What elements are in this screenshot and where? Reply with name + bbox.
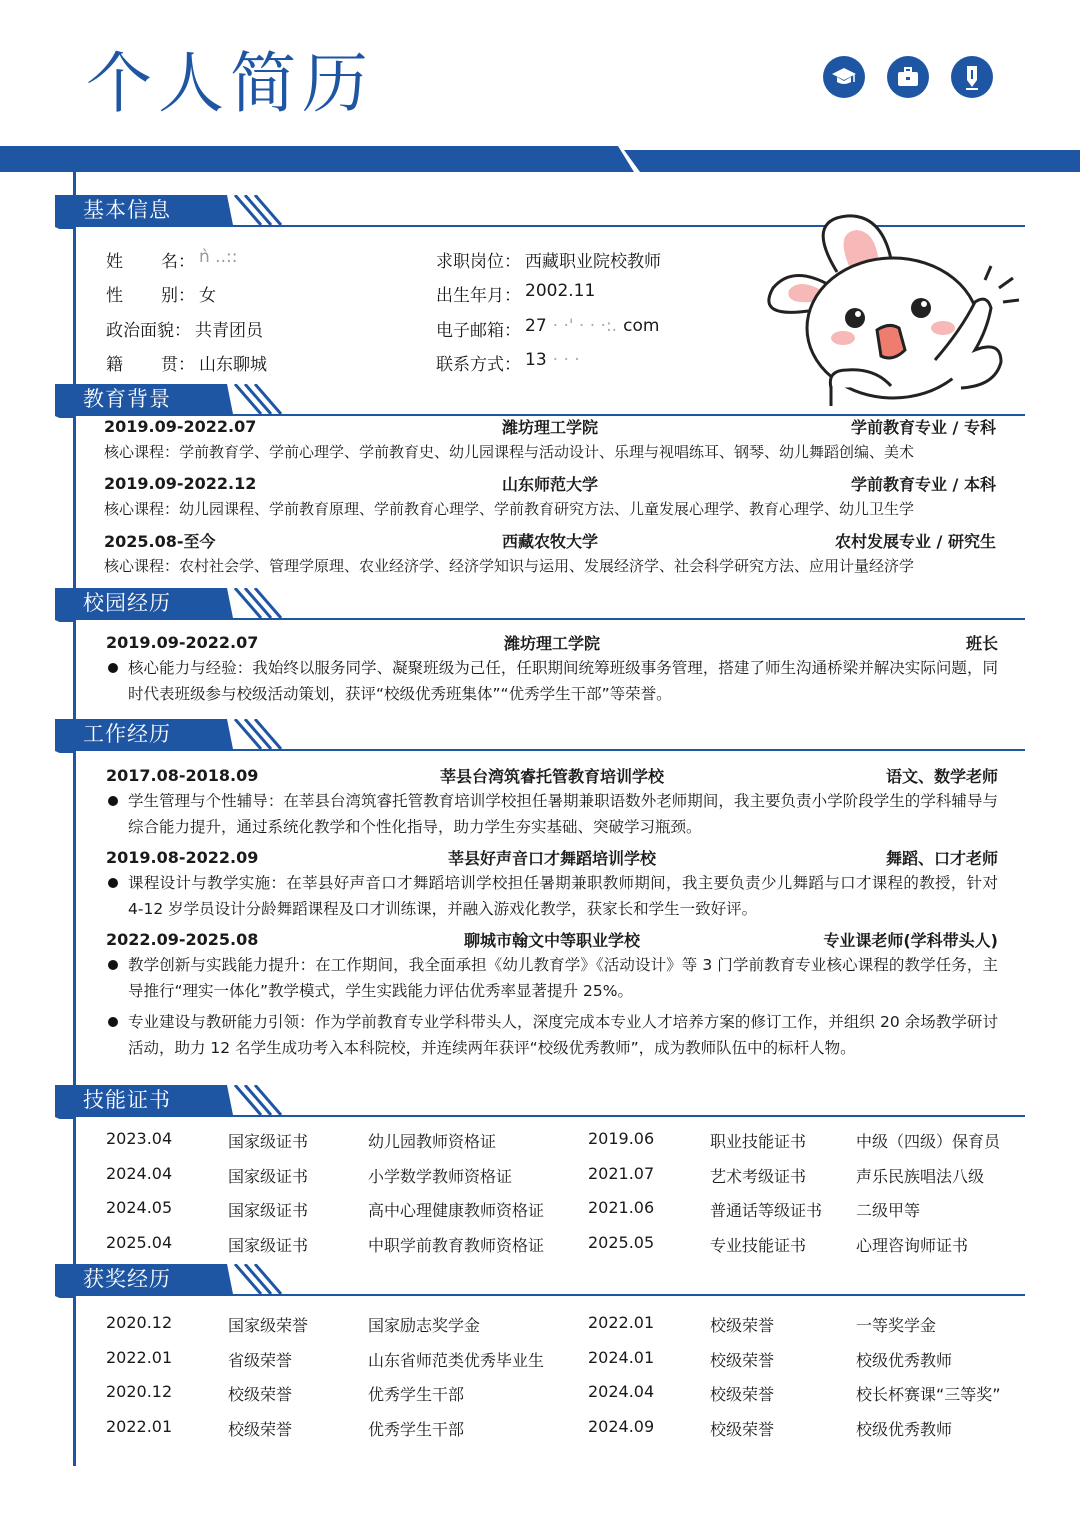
cell: 校级荣誉 bbox=[228, 1385, 293, 1405]
section-title: 基本信息 bbox=[83, 198, 171, 222]
label-char: 名 bbox=[161, 251, 178, 272]
edu-major: 学前教育专业 / 专科 bbox=[850, 417, 996, 437]
award-row bbox=[106, 1411, 1006, 1446]
campus-role: 班长 bbox=[965, 633, 998, 653]
email-suffix: com bbox=[623, 315, 660, 336]
cell: 2024.05 bbox=[106, 1198, 173, 1218]
campus-date: 2019.09-2022.07 bbox=[106, 632, 259, 652]
section-header-work bbox=[55, 719, 1025, 753]
edu-major: 学前教育专业 / 本科 bbox=[850, 474, 996, 494]
name-value: ǹ ..:: bbox=[199, 246, 238, 267]
cell: 一等奖学金 bbox=[856, 1316, 937, 1335]
cell: 国家级证书 bbox=[228, 1236, 309, 1256]
award-row bbox=[106, 1342, 1006, 1377]
header-icons bbox=[823, 56, 993, 98]
skills-table bbox=[106, 1123, 1006, 1262]
edu-major: 农村发展专业 / 研究生 bbox=[834, 531, 996, 551]
job-label: 求职岗位 bbox=[436, 251, 504, 272]
cell: 心理咨询师证书 bbox=[856, 1236, 969, 1256]
section-header-campus bbox=[55, 588, 1025, 622]
section-title: 技能证书 bbox=[83, 1088, 171, 1112]
work-date: 2017.08-2018.09 bbox=[106, 765, 259, 785]
cell: 声乐民族唱法八级 bbox=[856, 1166, 985, 1186]
birth-label: 出生年月 bbox=[436, 286, 504, 307]
skill-row bbox=[106, 1123, 1006, 1158]
cell: 优秀学生干部 bbox=[368, 1420, 465, 1440]
edu-courses: 核心课程：学前教育学、学前心理学、学前教育史、幼儿园课程与活动设计、乐理与视唱练耳、钢琴、幼儿舞蹈创编、美术 bbox=[104, 443, 915, 461]
work-role: 专业课老师(学科带头人) bbox=[823, 930, 998, 950]
cell: 普通话等级证书 bbox=[710, 1201, 823, 1221]
politics-value: 共青团员 bbox=[195, 320, 263, 341]
cell: 校长杯赛课“三等奖” bbox=[856, 1385, 1001, 1405]
education-list bbox=[104, 413, 996, 579]
education-entry bbox=[104, 527, 996, 579]
award-row bbox=[106, 1307, 1006, 1342]
cell: 校级荣誉 bbox=[710, 1385, 775, 1405]
pen-icon bbox=[951, 56, 993, 98]
cell: 国家励志奖学金 bbox=[368, 1316, 481, 1335]
section-title: 工作经历 bbox=[83, 722, 171, 746]
cell: 中职学前教育教师资格证 bbox=[368, 1236, 545, 1256]
work-bullet: 课程设计与教学实施：在莘县好声音口才舞蹈培训学校担任暑期兼职教师期间，我主要负责少儿舞蹈与口才课程的教授，针对 4-12 岁学员设计分龄舞蹈课程及口才训练课，并融入游戏化教学，获家长和学生一致好评。 bbox=[106, 870, 998, 922]
bunny-mascot-illustration bbox=[765, 210, 1025, 406]
cell: 2025.04 bbox=[106, 1233, 173, 1253]
cell: 高中心理健康教师资格证 bbox=[368, 1201, 545, 1221]
work-entry bbox=[106, 762, 998, 840]
awards-table bbox=[106, 1307, 1006, 1446]
job-value: 西藏职业院校教师 bbox=[525, 251, 661, 272]
work-date: 2019.08-2022.09 bbox=[106, 847, 259, 867]
edu-courses: 核心课程：幼儿园课程、学前教育原理、学前教育心理学、学前教育研究方法、儿童发展心理学、教育心理学、幼儿卫生学 bbox=[104, 500, 915, 518]
education-entry bbox=[104, 413, 996, 465]
cell: 2020.12 bbox=[106, 1382, 173, 1402]
section-title: 校园经历 bbox=[83, 591, 171, 615]
work-org: 莘县台湾筑睿托管教育培训学校 bbox=[439, 766, 664, 786]
cell: 2024.04 bbox=[588, 1382, 655, 1402]
work-entry bbox=[106, 844, 998, 922]
work-bullet: 专业建设与教研能力引领：作为学前教育专业学科带头人，深度完成本专业人才培养方案的修订工作，并组织 20 余场教学研讨活动，助力 12 名学生成功考入本科院校，并连续两年获评“校级优秀教师”，成为教师队伍中的标杆人物。 bbox=[106, 1009, 998, 1061]
cell: 山东省师范类优秀毕业生 bbox=[368, 1350, 545, 1370]
cell: 2025.05 bbox=[588, 1233, 655, 1253]
cell: 幼儿园教师资格证 bbox=[368, 1132, 497, 1151]
origin-value: 山东聊城 bbox=[199, 355, 267, 376]
label-char: 籍 bbox=[106, 355, 123, 376]
cell: 国家级荣誉 bbox=[228, 1316, 309, 1335]
work-bullet: 学生管理与个性辅导：在莘县台湾筑睿托管教育培训学校担任暑期兼职语数外老师期间，我主要负责小学阶段学生的学科辅导与综合能力提升，通过系统化教学和个性化指导，助力学生夯实基础、突破学习瓶颈。 bbox=[106, 788, 998, 840]
edu-date: 2025.08-至今 bbox=[104, 531, 216, 551]
campus-school: 潍坊理工学院 bbox=[503, 633, 600, 653]
section-header-awards bbox=[55, 1264, 1025, 1298]
label-char: 姓 bbox=[106, 251, 123, 272]
cell: 校级荣誉 bbox=[710, 1350, 775, 1370]
edu-school: 山东师范大学 bbox=[501, 474, 598, 494]
cell: 2022.01 bbox=[106, 1347, 173, 1367]
cell: 职业技能证书 bbox=[710, 1132, 807, 1151]
campus-list bbox=[106, 629, 998, 707]
cell: 2020.12 bbox=[106, 1313, 173, 1332]
work-bullet: 教学创新与实践能力提升：在工作期间，我全面承担《幼儿教育学》《活动设计》等 3 门学前教育专业核心课程的教学任务，主导推行“理实一体化”教学模式，学生实践能力评估优秀率显著提升 25%。 bbox=[106, 952, 998, 1004]
work-list bbox=[106, 762, 998, 1061]
cell: 2024.01 bbox=[588, 1347, 655, 1367]
cell: 校级荣誉 bbox=[710, 1420, 775, 1440]
edu-courses: 核心课程：农村社会学、管理学原理、农业经济学、经济学知识与运用、发展经济学、社会科学研究方法、应用计量经济学 bbox=[104, 557, 915, 575]
cell: 2022.01 bbox=[588, 1313, 655, 1332]
section-title: 获奖经历 bbox=[83, 1267, 171, 1291]
birth-value: 2002.11 bbox=[525, 281, 596, 302]
work-role: 舞蹈、口才老师 bbox=[885, 848, 998, 868]
section-title: 教育背景 bbox=[83, 387, 171, 411]
cell: 校级荣誉 bbox=[228, 1420, 293, 1440]
work-org: 莘县好声音口才舞蹈培训学校 bbox=[447, 848, 656, 868]
cell: 2021.06 bbox=[588, 1198, 655, 1218]
campus-bullet: 核心能力与经验：我始终以服务同学、凝聚班级为己任，任职期间统筹班级事务管理，搭建了师生沟通桥梁并解决实际问题，同时代表班级参与校级活动策划，获评“校级优秀班集体”“优秀学生干部”等荣誉。 bbox=[106, 655, 998, 707]
cell: 2019.06 bbox=[588, 1129, 655, 1148]
graduation-cap-icon bbox=[823, 56, 865, 98]
cell: 艺术考级证书 bbox=[710, 1166, 807, 1186]
email-label: 电子邮箱 bbox=[436, 320, 504, 341]
cell: 优秀学生干部 bbox=[368, 1385, 465, 1405]
basic-info: 姓 名 ： ǹ ..:: 求职岗位 ： 西藏职业院校教师 性 别 ： 女 出生年月 ： 2002.11 政治面貌 ： 共青团员 电子邮箱 ： 27 · ·' · · ·:. com 籍 贯 ： 山东聊城 联系方式 ： 13 · · · bbox=[106, 246, 661, 376]
label-char: 别 bbox=[161, 286, 178, 307]
page-title: 个人简历 bbox=[86, 45, 374, 122]
cell: 2024.09 bbox=[588, 1417, 655, 1437]
cell: 校级优秀教师 bbox=[856, 1350, 953, 1370]
cell: 2021.07 bbox=[588, 1163, 655, 1183]
edu-date: 2019.09-2022.07 bbox=[104, 416, 257, 436]
redacted: · ·' · · ·:. bbox=[552, 315, 618, 336]
cell: 国家级证书 bbox=[228, 1201, 309, 1221]
email-value: 27 bbox=[525, 315, 547, 336]
label-char: 性 bbox=[106, 286, 123, 307]
cell: 小学数学教师资格证 bbox=[368, 1166, 513, 1186]
cell: 2023.04 bbox=[106, 1129, 173, 1148]
skill-row bbox=[106, 1192, 1006, 1227]
cell: 国家级证书 bbox=[228, 1166, 309, 1186]
header-bar bbox=[0, 144, 1080, 174]
label-char: 贯 bbox=[161, 355, 178, 376]
cell: 二级甲等 bbox=[856, 1201, 921, 1221]
gender-value: 女 bbox=[199, 286, 216, 307]
cell: 校级荣誉 bbox=[710, 1316, 775, 1335]
cell: 专业技能证书 bbox=[710, 1236, 807, 1256]
skill-row bbox=[106, 1158, 1006, 1193]
edu-school: 西藏农牧大学 bbox=[501, 531, 598, 551]
phone-label: 联系方式 bbox=[436, 355, 504, 376]
award-row bbox=[106, 1376, 1006, 1411]
edu-date: 2019.09-2022.12 bbox=[104, 473, 257, 493]
work-date: 2022.09-2025.08 bbox=[106, 929, 259, 949]
redacted: · · · bbox=[552, 350, 580, 371]
politics-label: 政治面貌 bbox=[106, 320, 174, 341]
cell: 2022.01 bbox=[106, 1417, 173, 1437]
cell: 校级优秀教师 bbox=[856, 1420, 953, 1440]
cell: 2024.04 bbox=[106, 1163, 173, 1183]
education-entry bbox=[104, 470, 996, 522]
cell: 省级荣誉 bbox=[228, 1350, 293, 1370]
cell: 国家级证书 bbox=[228, 1132, 309, 1151]
work-role: 语文、数学老师 bbox=[885, 766, 998, 786]
briefcase-icon bbox=[887, 56, 929, 98]
edu-school: 潍坊理工学院 bbox=[501, 417, 598, 437]
phone-value: 13 bbox=[525, 350, 547, 371]
skill-row bbox=[106, 1227, 1006, 1262]
cell: 中级（四级）保育员 bbox=[856, 1132, 1001, 1151]
work-org: 聊城市翰文中等职业学校 bbox=[463, 930, 640, 950]
section-header-skills bbox=[55, 1085, 1025, 1119]
work-entry bbox=[106, 926, 998, 1061]
